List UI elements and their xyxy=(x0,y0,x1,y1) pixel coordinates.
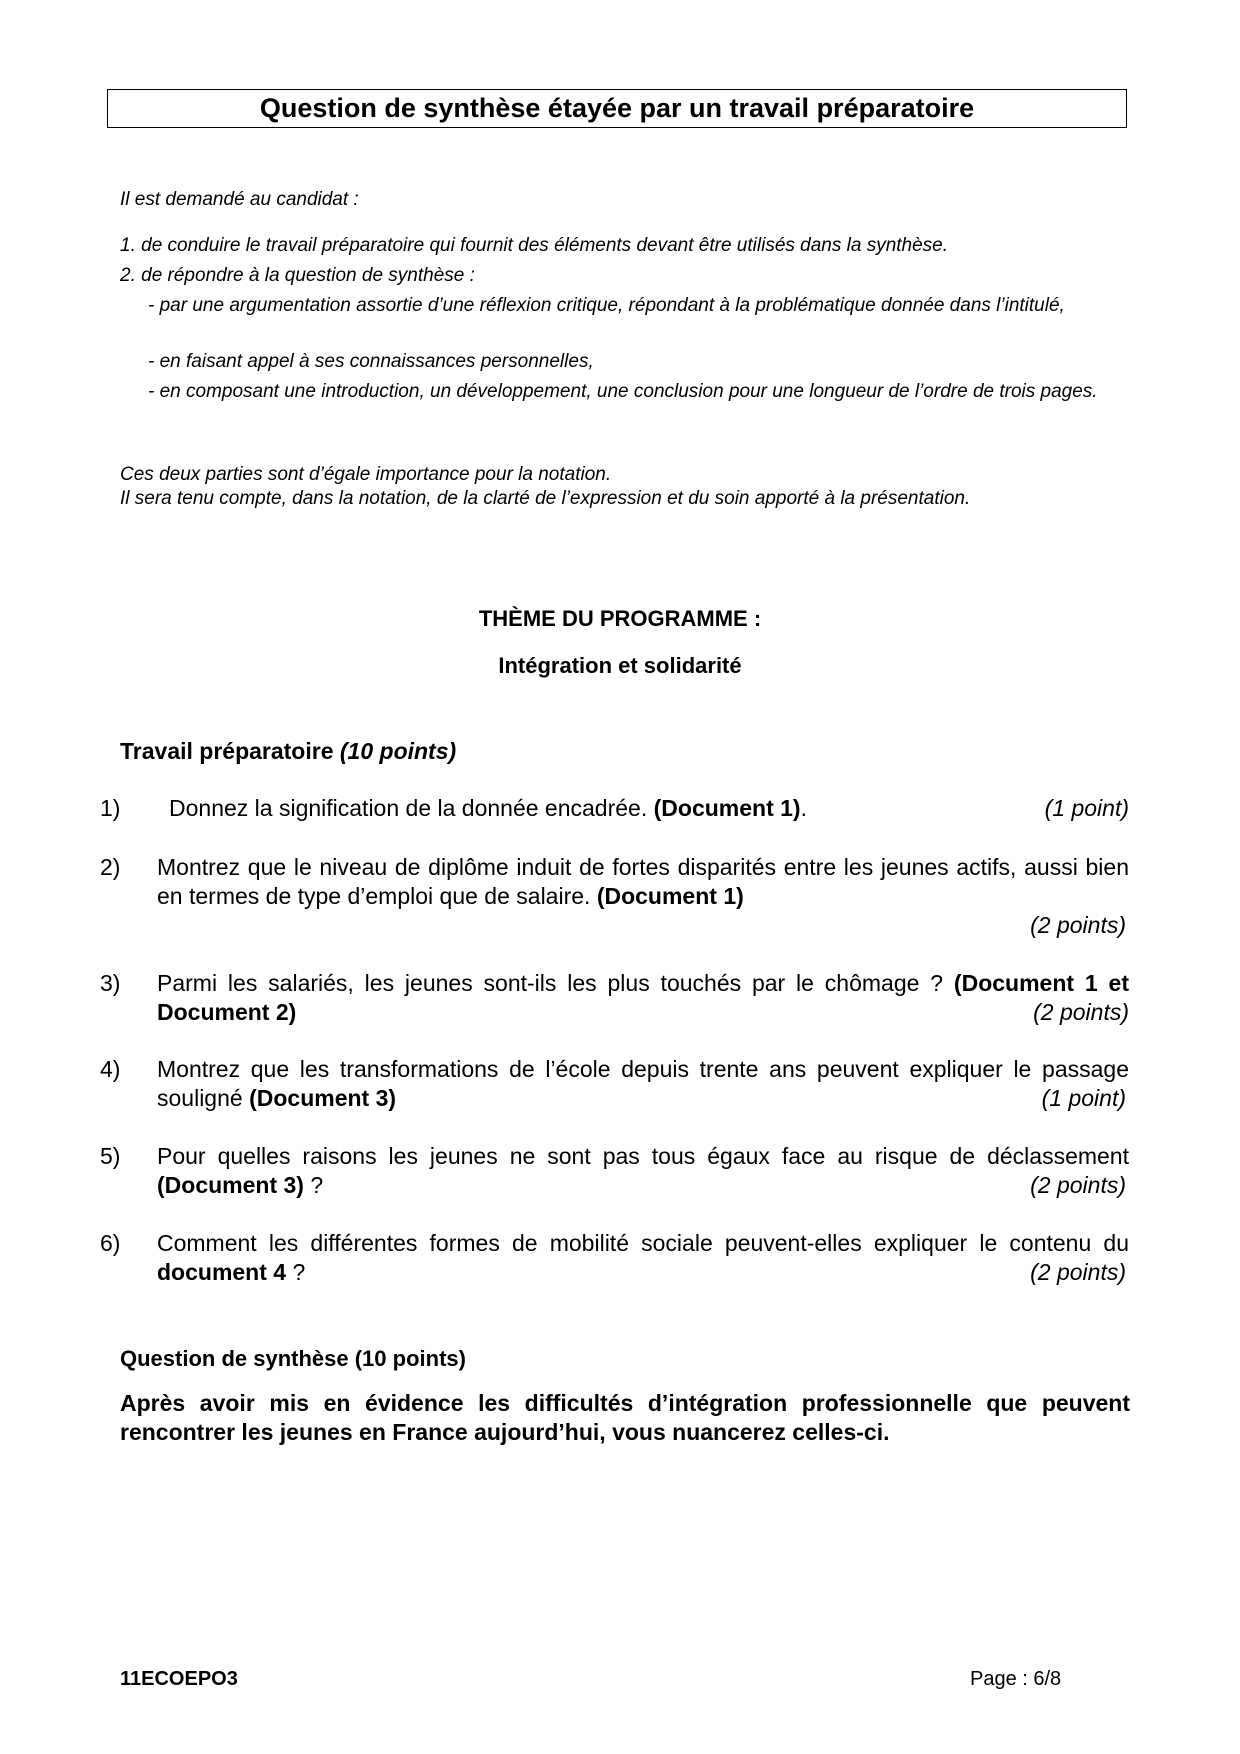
question-points: (2 points) xyxy=(1030,1172,1126,1198)
question-number: 2) xyxy=(100,854,121,880)
question-text: Comment les différentes formes de mobilité sociale peuvent-elles expliquer le contenu du document 4 ? (2 points) xyxy=(157,1230,1129,1285)
instruction-note-1: Ces deux parties sont d’égale importance pour la notation. xyxy=(120,464,612,485)
question-number: 3) xyxy=(100,970,121,996)
question-number: 5) xyxy=(100,1143,121,1169)
question-number: 6) xyxy=(100,1230,121,1256)
instruction-item-1: 1. de conduire le travail préparatoire qui fournit des éléments devant être utilisés dans la synthèse. xyxy=(120,235,949,256)
question-text: Pour quelles raisons les jeunes ne sont pas tous égaux face au risque de déclassement (Document 3) ? (2 points) xyxy=(157,1143,1129,1198)
document-reference: (Document 3) xyxy=(249,1085,397,1111)
prep-work-points: (10 points) xyxy=(339,738,457,764)
instruction-sub-1: - par une argumentation assortie d’une réflexion critique, répondant à la problématique donnée dans l’intitulé, xyxy=(148,295,1065,316)
theme-name: Intégration et solidarité xyxy=(498,653,742,678)
question-number: 1) xyxy=(100,795,121,821)
prep-work-label: Travail préparatoire xyxy=(120,738,340,764)
document-reference: (Document 3) xyxy=(157,1172,304,1198)
question-text: Montrez que les transformations de l’école depuis trente ans peuvent expliquer le passage souligné (Document 3) (1 point) xyxy=(157,1056,1129,1111)
page-title: Question de synthèse étayée par un travail préparatoire xyxy=(107,89,1127,128)
instruction-sub-3: - en composant une introduction, un développement, une conclusion pour une longueur de l’ordre de trois pages. xyxy=(148,381,1098,402)
question-number: 4) xyxy=(100,1056,121,1082)
question-text: Parmi les salariés, les jeunes sont-ils les plus touchés par le chômage ? (Document 1 et Document 2) (2 points) xyxy=(157,970,1129,1025)
instruction-item-2: 2. de répondre à la question de synthèse : xyxy=(120,265,475,286)
question-points: (2 points) xyxy=(1033,999,1129,1025)
question-text: Montrez que le niveau de diplôme induit de fortes disparités entre les jeunes actifs, aussi bien en termes de type d’emploi que de salaire. (Document 1) (2 points) xyxy=(157,854,1129,938)
question-points: (1 point) xyxy=(1041,1085,1126,1111)
theme-label: THÈME DU PROGRAMME : xyxy=(478,606,762,631)
question-points: (2 points) xyxy=(1030,1259,1126,1285)
instruction-sub-2: - en faisant appel à ses connaissances personnelles, xyxy=(148,351,594,372)
exam-code: 11ECOEPO3 xyxy=(120,1668,238,1690)
document-reference: (Document 1 et Document 2) xyxy=(157,970,1129,1025)
question-points: (2 points) xyxy=(1030,912,1126,938)
page-number: Page : 6/8 xyxy=(970,1668,1062,1690)
synthesis-question: Après avoir mis en évidence les difficultés d’intégration professionnelle que peuvent rencontrer les jeunes en France aujourd’hui, vous nuancerez celles-ci. xyxy=(120,1390,1130,1445)
prep-work-heading xyxy=(120,738,456,765)
document-reference: (Document 1) xyxy=(653,795,801,821)
instructions-intro: Il est demandé au candidat : xyxy=(120,189,359,210)
question-text: (1 point) Donnez la signification de la donnée encadrée. (Document 1). xyxy=(169,795,1129,821)
synthesis-heading: Question de synthèse (10 points) xyxy=(120,1346,466,1371)
document-reference: (Document 1) xyxy=(596,883,744,909)
question-points: (1 point) xyxy=(1044,795,1129,821)
instruction-note-2: Il sera tenu compte, dans la notation, de la clarté de l’expression et du soin apporté à la présentation. xyxy=(120,488,971,509)
document-reference: document 4 xyxy=(157,1259,287,1285)
